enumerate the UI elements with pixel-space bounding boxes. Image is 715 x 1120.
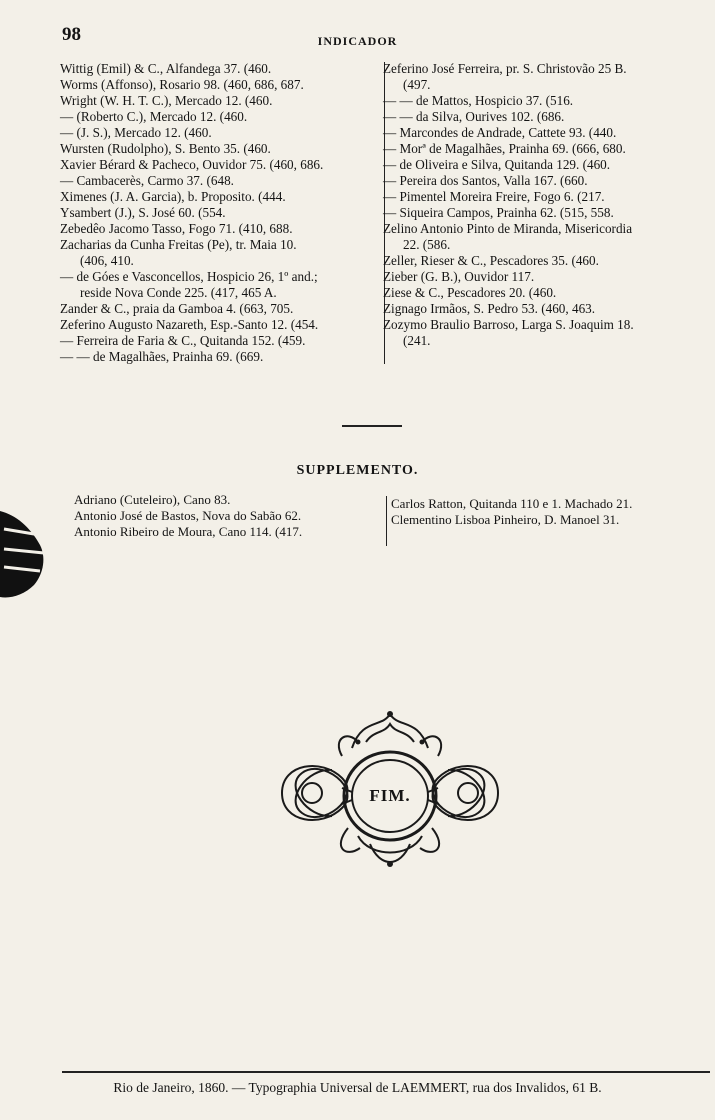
directory-entry: — de Oliveira e Silva, Quitanda 129. (460.: [383, 157, 611, 172]
directory-entry: — Marcondes de Andrade, Cattete 93. (440.: [383, 125, 617, 140]
directory-entry: Wittig (Emil) & C., Alfandega 37. (460.: [60, 61, 272, 76]
directory-entry: Zebedêo Jacomo Tasso, Fogo 71. (410, 688.: [60, 221, 293, 236]
directory-entry: — Pimentel Moreira Freire, Fogo 6. (217.: [383, 189, 605, 204]
directory-entry: Zieber (G. B.), Ouvidor 117.: [383, 269, 535, 284]
left-column: [60, 61, 378, 365]
supplement-title: SUPPLEMENTO.: [296, 463, 419, 478]
directory-entry: Zelino Antonio Pinto de Miranda, Misericordia: [383, 221, 633, 236]
directory-entry: 22. (586.: [403, 237, 451, 252]
supplement-right-column: [391, 496, 711, 528]
directory-entry: Zeferino Augusto Nazareth, Esp.-Santo 12. (454.: [60, 317, 319, 332]
directory-entry: Zozymo Braulio Barroso, Larga S. Joaquim 18.: [383, 317, 634, 332]
fim-label: FIM.: [369, 786, 411, 805]
directory-entry: reside Nova Conde 225. (417, 465 A.: [80, 285, 277, 300]
supplement-entry: Antonio José de Bastos, Nova do Sabão 62.: [74, 508, 302, 523]
directory-entry: — — de Mattos, Hospicio 37. (516.: [383, 93, 574, 108]
supplement-entry: Antonio Ribeiro de Moura, Cano 114. (417.: [74, 524, 303, 539]
running-head: INDICADOR: [317, 34, 398, 48]
directory-entry: Ximenes (J. A. Garcia), b. Proposito. (444.: [60, 189, 286, 204]
directory-entry: Xavier Bérard & Pacheco, Ouvidor 75. (460, 686.: [60, 157, 324, 172]
directory-entry: — — da Silva, Ourives 102. (686.: [383, 109, 565, 124]
section-rule: [342, 425, 402, 427]
directory-entry: Ziese & C., Pescadores 20. (460.: [383, 285, 557, 300]
directory-entry: — Pereira dos Santos, Valla 167. (660.: [383, 173, 588, 188]
footer-rule: [62, 1071, 710, 1073]
directory-entry: — Ferreira de Faria & C., Quitanda 152. (459.: [60, 333, 306, 348]
directory-entry: Ysambert (J.), S. José 60. (554.: [60, 205, 226, 220]
directory-entry: Zacharias da Cunha Freitas (Pe), tr. Maia 10.: [60, 237, 297, 252]
supplement-left-column: [74, 492, 384, 540]
directory-entry: — Morª de Magalhães, Prainha 69. (666, 680.: [383, 141, 626, 156]
directory-entry: Zeller, Rieser & C., Pescadores 35. (460.: [383, 253, 599, 268]
page-number: 98: [62, 24, 81, 45]
supplement-column-divider: [386, 496, 387, 546]
directory-entry: — (J. S.), Mercado 12. (460.: [60, 125, 212, 140]
directory-entry: (497.: [403, 77, 431, 92]
directory-entry: Worms (Affonso), Rosario 98. (460, 686, 687.: [60, 77, 304, 92]
ink-blot-mark: [0, 505, 46, 601]
directory-entry: — Siqueira Campos, Prainha 62. (515, 558.: [383, 205, 614, 220]
imprint-line: Rio de Janeiro, 1860. — Typographia Universal de LAEMMERT, rua dos Invalidos, 61 B.: [113, 1080, 602, 1095]
directory-entry: — — de Magalhães, Prainha 69. (669.: [60, 349, 264, 364]
supplement-entry: Adriano (Cuteleiro), Cano 83.: [74, 492, 231, 507]
directory-entry: Zander & C., praia da Gamboa 4. (663, 705.: [60, 301, 294, 316]
right-column: [383, 61, 708, 349]
supplement-entry: Clementino Lisboa Pinheiro, D. Manoel 31.: [391, 512, 620, 527]
fim-ornament: [262, 708, 518, 878]
directory-entry: — (Roberto C.), Mercado 12. (460.: [60, 109, 248, 124]
directory-entry: Wright (W. H. T. C.), Mercado 12. (460.: [60, 93, 273, 108]
directory-entry: (241.: [403, 333, 431, 348]
directory-entry: Wursten (Rudolpho), S. Bento 35. (460.: [60, 141, 271, 156]
directory-entry: Zignago Irmãos, S. Pedro 53. (460, 463.: [383, 301, 596, 316]
directory-entry: — Cambacerès, Carmo 37. (648.: [60, 173, 234, 188]
supplement-entry: Carlos Ratton, Quitanda 110 e 1. Machado 21.: [391, 496, 633, 511]
directory-entry: (406, 410.: [80, 253, 134, 268]
directory-entry: — de Góes e Vasconcellos, Hospicio 26, 1º and.;: [60, 269, 318, 284]
directory-entry: Zeferino José Ferreira, pr. S. Christovão 25 B.: [383, 61, 627, 76]
